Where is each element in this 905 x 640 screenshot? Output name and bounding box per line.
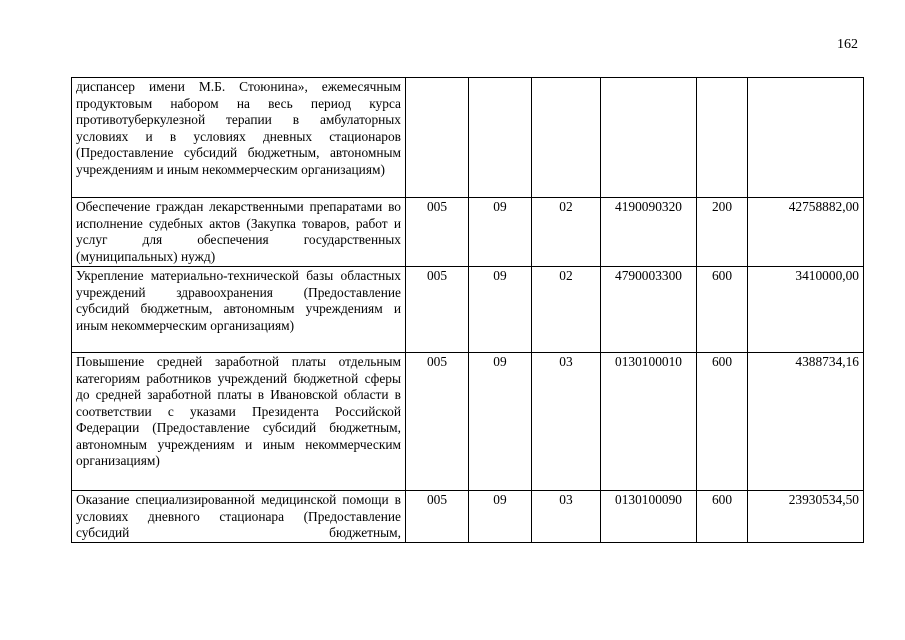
ministry-code: 005 bbox=[406, 353, 469, 491]
subsection-code: 03 bbox=[532, 353, 601, 491]
section-code bbox=[469, 78, 532, 198]
expense-description: Повышение средней заработной платы отдельным категориям работников учреждений бюджетной сферы до средней заработной платы в Ивановской области в соответствии с указами Президента Российской Федерации (Предоставление субсидий бюджетным, автономным учреждениям и иным некоммерческим организациям) bbox=[72, 353, 406, 491]
subsection-code: 03 bbox=[532, 491, 601, 543]
ministry-code: 005 bbox=[406, 267, 469, 353]
amount: 23930534,50 bbox=[748, 491, 864, 543]
amount: 3410000,00 bbox=[748, 267, 864, 353]
target-article-code: 4790003300 bbox=[601, 267, 697, 353]
section-code: 09 bbox=[469, 491, 532, 543]
expense-description: Укрепление материально-технической базы областных учреждений здравоохранения (Предоставление субсидий бюджетным, автономным учреждениям и иным некоммерческим организациям) bbox=[72, 267, 406, 353]
table-row bbox=[72, 353, 864, 491]
expense-description: Обеспечение граждан лекарственными препаратами во исполнение судебных актов (Закупка товаров, работ и услуг для обеспечения государственных (муниципальных) нужд) bbox=[72, 198, 406, 267]
amount: 4388734,16 bbox=[748, 353, 864, 491]
table-row bbox=[72, 491, 864, 543]
section-code: 09 bbox=[469, 267, 532, 353]
ministry-code: 005 bbox=[406, 491, 469, 543]
expense-type-code: 600 bbox=[697, 267, 748, 353]
amount bbox=[748, 78, 864, 198]
amount: 42758882,00 bbox=[748, 198, 864, 267]
expense-type-code: 200 bbox=[697, 198, 748, 267]
section-code: 09 bbox=[469, 198, 532, 267]
ministry-code: 005 bbox=[406, 198, 469, 267]
subsection-code bbox=[532, 78, 601, 198]
expense-description: Оказание специализированной медицинской помощи в условиях дневного стационара (Предоставление субсидий бюджетным, bbox=[72, 491, 406, 543]
page-number: 162 bbox=[837, 37, 858, 52]
table-row bbox=[72, 198, 864, 267]
target-article-code: 4190090320 bbox=[601, 198, 697, 267]
subsection-code: 02 bbox=[532, 198, 601, 267]
target-article-code: 0130100090 bbox=[601, 491, 697, 543]
expense-description: диспансер имени М.Б. Стоюнина», ежемесячным продуктовым набором на весь период курса противотуберкулезной терапии в амбулаторных условиях и в условиях дневных стационаров (Предоставление субсидий бюджетным, автономным учреждениям и иным некоммерческим организациям) bbox=[72, 78, 406, 198]
section-code: 09 bbox=[469, 353, 532, 491]
budget-table bbox=[71, 77, 864, 543]
ministry-code bbox=[406, 78, 469, 198]
subsection-code: 02 bbox=[532, 267, 601, 353]
target-article-code bbox=[601, 78, 697, 198]
target-article-code: 0130100010 bbox=[601, 353, 697, 491]
table-row bbox=[72, 267, 864, 353]
expense-type-code: 600 bbox=[697, 491, 748, 543]
table-row bbox=[72, 78, 864, 198]
expense-type-code bbox=[697, 78, 748, 198]
expense-type-code: 600 bbox=[697, 353, 748, 491]
